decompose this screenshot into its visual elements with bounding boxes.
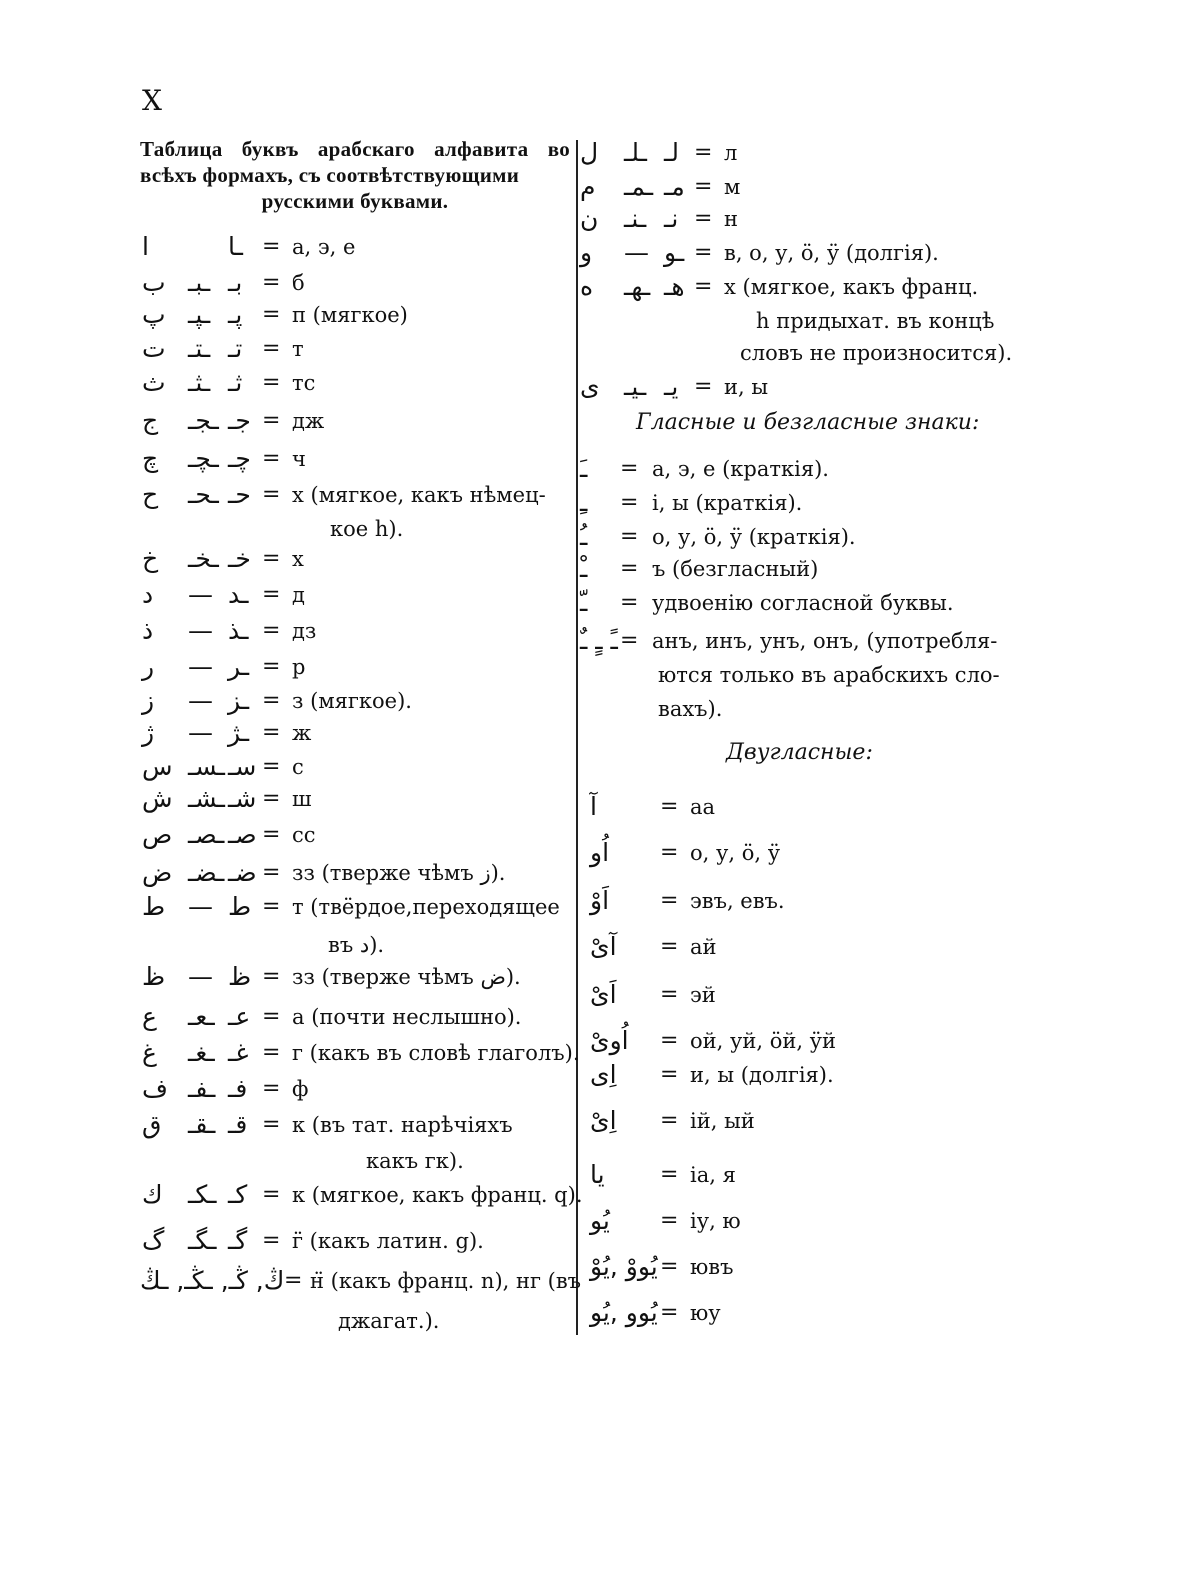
diphthong-arabic: آیْ xyxy=(590,932,617,961)
russian-equivalent: тс xyxy=(292,371,316,395)
equals-sign: = xyxy=(660,888,679,913)
russian-equivalent: р xyxy=(292,655,306,679)
continuation-t: въ د). xyxy=(328,933,385,957)
equals-sign: = xyxy=(660,1028,679,1053)
arabic-isolated-form: خ xyxy=(142,544,159,573)
arabic-initial-form: خـ xyxy=(228,544,251,573)
arabic-medial-form: — xyxy=(188,718,213,747)
arabic-isolated-form: ر xyxy=(142,652,155,681)
equals-sign: = xyxy=(660,982,679,1007)
equals-sign: = xyxy=(262,446,281,471)
vowel-value: о, у, ö, ӱ (краткія). xyxy=(652,525,856,549)
diphthong-arabic: یُو xyxy=(590,1206,610,1235)
arabic-isolated-form: ن xyxy=(580,204,599,233)
arabic-isolated-form: و xyxy=(580,238,593,267)
equals-sign: = xyxy=(694,174,713,199)
arabic-initial-form: ـژ xyxy=(228,718,250,747)
diphthong-value: ой, уй, öй, ӱй xyxy=(690,1029,837,1053)
diphthong-row xyxy=(0,884,1191,918)
equals-sign: = xyxy=(660,840,679,865)
arabic-initial-form: صـ xyxy=(228,820,257,849)
diphthong-value: и, ы (долгія). xyxy=(690,1063,834,1087)
arabic-initial-form: ـر xyxy=(228,652,250,681)
diphthong-arabic: یُووْ ,یُوْ xyxy=(590,1252,658,1281)
arabic-isolated-form: ب xyxy=(142,268,166,297)
letter-row xyxy=(0,404,580,438)
arabic-isolated-form: چ xyxy=(142,444,159,473)
russian-equivalent: а, э, е xyxy=(292,235,356,259)
diphthong-arabic: یُوو ,یُو xyxy=(590,1298,658,1327)
russian-equivalent: т xyxy=(292,337,304,361)
russian-equivalent: н xyxy=(724,207,738,231)
equals-sign: = xyxy=(694,206,713,231)
russian-equivalent: г̈ (какъ латин. g). xyxy=(292,1229,484,1253)
arabic-initial-form: ط xyxy=(228,892,252,921)
continuation-k: какъ гк). xyxy=(366,1149,464,1173)
russian-equivalent: н̈ (какъ франц. n), нг (въ xyxy=(310,1269,582,1293)
equals-sign: = xyxy=(660,1162,679,1187)
continuation-h: кое h). xyxy=(330,517,404,541)
vowel-value: і, ы (краткія). xyxy=(652,491,803,515)
russian-equivalent: с xyxy=(292,755,304,779)
arabic-medial-form: — xyxy=(188,652,213,681)
diphthong-arabic: یا xyxy=(590,1160,605,1189)
title-line-2: всѣхъ формахъ, съ соотвѣтствующими xyxy=(140,163,520,187)
arabic-medial-form: ـسـ xyxy=(188,752,225,781)
equals-sign: = xyxy=(262,1004,281,1029)
equals-sign: = xyxy=(660,1208,679,1233)
diphthong-row xyxy=(0,1158,1191,1192)
tanwin-line-3: вахъ). xyxy=(658,697,723,721)
arabic-initial-form: مـ xyxy=(664,172,685,201)
letter-row xyxy=(0,270,1191,304)
arabic-initial-form: جـ xyxy=(228,406,251,435)
arabic-initial-form: لـ xyxy=(664,138,679,167)
diphthong-arabic: اِیْ xyxy=(590,1106,617,1135)
arabic-isolated-form: ك xyxy=(142,1180,163,1209)
diphthong-row xyxy=(0,1250,1191,1284)
arabic-medial-form: — xyxy=(188,580,213,609)
arabic-initial-form: ضـ xyxy=(228,858,257,887)
russian-equivalent: х (мягкое, какъ франц. xyxy=(724,275,979,299)
equals-sign: = xyxy=(262,302,281,327)
arabic-medial-form: ـنـ xyxy=(624,204,647,233)
equals-sign: = xyxy=(262,720,281,745)
letter-row xyxy=(0,332,580,366)
letter-row xyxy=(0,170,1191,204)
arabic-initial-form: نـ xyxy=(664,204,679,233)
equals-sign: = xyxy=(262,964,281,989)
equals-sign: = xyxy=(262,1076,281,1101)
arabic-forms-combined: ڭ, ڭـ, ـڭـ, ـڭ xyxy=(140,1266,285,1295)
equals-sign: = xyxy=(620,524,639,549)
diphthong-row xyxy=(0,790,1191,824)
arabic-isolated-form: ل xyxy=(580,138,599,167)
equals-sign: = xyxy=(694,274,713,299)
equals-sign: = xyxy=(262,688,281,713)
equals-sign: = xyxy=(694,240,713,265)
arabic-medial-form: ـكـ xyxy=(188,1180,217,1209)
continuation-h-right-2: h придыхат. въ концѣ xyxy=(756,309,995,333)
equals-sign: = xyxy=(660,1062,679,1087)
russian-equivalent: сс xyxy=(292,823,316,847)
arabic-isolated-form: ف xyxy=(142,1074,168,1103)
russian-equivalent: л xyxy=(724,141,738,165)
vowel-sign-row xyxy=(0,624,1191,658)
equals-sign: = xyxy=(620,490,639,515)
equals-sign: = xyxy=(262,754,281,779)
arabic-initial-form: چـ xyxy=(228,444,251,473)
equals-sign: = xyxy=(262,860,281,885)
equals-sign: = xyxy=(660,1254,679,1279)
arabic-initial-form: پـ xyxy=(228,300,243,329)
equals-sign: = xyxy=(620,590,639,615)
equals-sign: = xyxy=(620,628,639,653)
russian-equivalent: х xyxy=(292,547,304,571)
arabic-initial-form: ـو xyxy=(664,238,685,267)
equals-sign: = xyxy=(262,546,281,571)
diphthong-row xyxy=(0,1204,1191,1238)
arabic-medial-form: — xyxy=(624,238,649,267)
arabic-initial-form: تـ xyxy=(228,334,243,363)
russian-equivalent: г (какъ въ словѣ глаголъ). xyxy=(292,1041,580,1065)
equals-sign: = xyxy=(660,934,679,959)
equals-sign: = xyxy=(262,582,281,607)
vowel-sign: ـُ xyxy=(580,522,588,551)
equals-sign: = xyxy=(262,786,281,811)
diphthong-value: ай xyxy=(690,935,717,959)
arabic-medial-form: ـيـ xyxy=(624,372,647,401)
russian-equivalent: п (мягкое) xyxy=(292,303,408,327)
equals-sign: = xyxy=(284,1268,303,1293)
diphthong-value: эвъ, евъ. xyxy=(690,889,785,913)
arabic-isolated-form: پ xyxy=(142,300,166,329)
russian-equivalent: х (мягкое, какъ нѣмец- xyxy=(292,483,546,507)
arabic-medial-form: ـغـ xyxy=(188,1038,215,1067)
equals-sign: = xyxy=(262,822,281,847)
arabic-medial-form: ـمـ xyxy=(624,172,654,201)
arabic-initial-form: گـ xyxy=(228,1226,248,1255)
arabic-isolated-form: ص xyxy=(142,820,173,849)
letter-row xyxy=(0,370,1191,404)
vowel-value: ъ (безгласный) xyxy=(652,557,819,581)
letter-row xyxy=(0,716,580,750)
vowel-sign: ـْ xyxy=(580,554,588,583)
diphthong-value: аа xyxy=(690,795,716,819)
vowels-heading: Гласные и безгласные знаки: xyxy=(636,410,980,435)
arabic-medial-form: ـصـ xyxy=(188,820,225,849)
arabic-initial-form: ـز xyxy=(228,686,250,715)
arabic-isolated-form: ع xyxy=(142,1002,157,1031)
diphthong-value: ій, ый xyxy=(690,1109,755,1133)
equals-sign: = xyxy=(620,456,639,481)
arabic-medial-form: ـلـ xyxy=(624,138,647,167)
arabic-isolated-form: ش xyxy=(142,784,173,813)
arabic-initial-form: حـ xyxy=(228,480,251,509)
russian-equivalent: к (въ тат. нарѣчіяхъ xyxy=(292,1113,513,1137)
arabic-initial-form: ثـ xyxy=(228,368,243,397)
equals-sign: = xyxy=(262,482,281,507)
arabic-isolated-form: غ xyxy=(142,1038,157,1067)
title-line-3: русскими буквами. xyxy=(261,189,449,213)
arabic-isolated-form: ى xyxy=(580,372,600,401)
diphthong-row xyxy=(0,1296,1191,1330)
russian-equivalent: ш xyxy=(292,787,312,811)
arabic-medial-form: — xyxy=(188,892,213,921)
vowel-sign-row xyxy=(0,586,1191,620)
arabic-isolated-form: د xyxy=(142,580,154,609)
arabic-medial-form: ـجـ xyxy=(188,406,219,435)
arabic-initial-form: يـ xyxy=(664,372,679,401)
diphthong-row xyxy=(0,930,1191,964)
russian-equivalent: д xyxy=(292,583,305,607)
arabic-medial-form: ـعـ xyxy=(188,1002,215,1031)
russian-equivalent: б xyxy=(292,271,305,295)
equals-sign: = xyxy=(694,374,713,399)
title-line-1: Таблица буквъ арабскаго алфавита во xyxy=(140,137,570,161)
arabic-medial-form: ـگـ xyxy=(188,1226,217,1255)
diphthong-value: эй xyxy=(690,983,716,1007)
letter-row xyxy=(0,202,1191,236)
arabic-medial-form: ـشـ xyxy=(188,784,225,813)
arabic-medial-form: ـبـ xyxy=(188,268,211,297)
vowel-sign: ـً ـٍ ـٌ xyxy=(580,626,618,655)
diphthong-row xyxy=(0,1104,1191,1138)
diphthong-value: юу xyxy=(690,1301,721,1325)
page-number: X xyxy=(142,84,162,117)
arabic-medial-form: — xyxy=(188,962,213,991)
diphthongs-heading: Двугласные: xyxy=(726,740,873,765)
arabic-isolated-form: ط xyxy=(142,892,166,921)
russian-equivalent: ч xyxy=(292,447,306,471)
arabic-isolated-form: ا xyxy=(142,232,149,261)
diphthong-arabic: آ xyxy=(590,792,597,821)
equals-sign: = xyxy=(694,140,713,165)
equals-sign: = xyxy=(262,408,281,433)
equals-sign: = xyxy=(262,618,281,643)
arabic-isolated-form: ج xyxy=(142,406,159,435)
arabic-isolated-form: ژ xyxy=(142,718,155,747)
arabic-isolated-form: س xyxy=(142,752,173,781)
arabic-medial-form: ـضـ xyxy=(188,858,225,887)
arabic-isolated-form: ح xyxy=(142,480,159,509)
arabic-initial-form: بـ xyxy=(228,268,243,297)
diphthong-arabic: اَوْ xyxy=(590,886,610,915)
diphthong-row xyxy=(0,1024,1191,1058)
arabic-initial-form: غـ xyxy=(228,1038,249,1067)
arabic-initial-form: قـ xyxy=(228,1110,248,1139)
arabic-isolated-form: ذ xyxy=(142,616,154,645)
arabic-medial-form: ـثـ xyxy=(188,368,211,397)
vowel-value: анъ, инъ, унъ, онъ, (употребля- xyxy=(652,629,998,653)
arabic-medial-form: ـفـ xyxy=(188,1074,216,1103)
continuation-h-right-3: словъ не произносится). xyxy=(740,341,1013,365)
arabic-initial-form: هـ xyxy=(664,272,685,301)
tanwin-line-2: ются только въ арабскихъ сло- xyxy=(658,663,1000,687)
russian-equivalent: дж xyxy=(292,409,325,433)
vowel-sign-row xyxy=(0,486,1191,520)
diphthong-row xyxy=(0,836,1191,870)
diphthong-value: іу, ю xyxy=(690,1209,741,1233)
arabic-initial-form: سـ xyxy=(228,752,257,781)
equals-sign: = xyxy=(262,1112,281,1137)
diphthong-arabic: اِی xyxy=(590,1060,617,1089)
diphthong-value: о, у, ö, ӱ xyxy=(690,841,781,865)
russian-equivalent: зз (тверже чѣмъ ض). xyxy=(292,965,521,989)
equals-sign: = xyxy=(660,1300,679,1325)
russian-equivalent: т (твёрдое,переходящее xyxy=(292,895,560,919)
arabic-isolated-form: ظ xyxy=(142,962,166,991)
arabic-isolated-form: ت xyxy=(142,334,166,363)
russian-equivalent: ж xyxy=(292,721,312,745)
vowel-sign-row xyxy=(0,452,1191,486)
equals-sign: = xyxy=(660,1108,679,1133)
equals-sign: = xyxy=(262,336,281,361)
vowel-sign-row xyxy=(0,520,1191,554)
diphthong-arabic: اَیْ xyxy=(590,980,617,1009)
diphthong-row xyxy=(0,1058,1191,1092)
russian-equivalent: з (мягкое). xyxy=(292,689,412,713)
equals-sign: = xyxy=(262,234,281,259)
arabic-initial-form: كـ xyxy=(228,1180,248,1209)
arabic-medial-form: ـپـ xyxy=(188,300,211,329)
russian-equivalent: дз xyxy=(292,619,317,643)
equals-sign: = xyxy=(262,1228,281,1253)
arabic-initial-form: فـ xyxy=(228,1074,248,1103)
arabic-medial-form: ـخـ xyxy=(188,544,219,573)
russian-equivalent: к (мягкое, какъ франц. q). xyxy=(292,1183,583,1207)
vowel-sign-row xyxy=(0,552,1191,586)
arabic-isolated-form: ز xyxy=(142,686,155,715)
vowel-sign: ـَ xyxy=(580,454,588,483)
russian-equivalent: в, о, у, ö, ӱ (долгія). xyxy=(724,241,939,265)
arabic-initial-form: ـذ xyxy=(228,616,249,645)
russian-equivalent: м xyxy=(724,175,741,199)
arabic-initial-form: شـ xyxy=(228,784,257,813)
arabic-initial-form: ظ xyxy=(228,962,252,991)
arabic-medial-form: ـحـ xyxy=(188,480,219,509)
equals-sign: = xyxy=(262,654,281,679)
russian-equivalent: зз (тверже чѣмъ ز). xyxy=(292,861,506,885)
vowel-sign: ـّ xyxy=(580,588,588,617)
diphthong-row xyxy=(0,978,1191,1012)
arabic-medial-form: — xyxy=(188,686,213,715)
arabic-medial-form: ـقـ xyxy=(188,1110,216,1139)
equals-sign: = xyxy=(262,270,281,295)
arabic-isolated-form: ض xyxy=(142,858,173,887)
letter-row xyxy=(0,136,1191,170)
arabic-medial-form: ـتـ xyxy=(188,334,211,363)
arabic-medial-form: — xyxy=(188,616,213,645)
diphthong-arabic: اُویْ xyxy=(590,1026,629,1055)
equals-sign: = xyxy=(262,1040,281,1065)
arabic-medial-form: ـچـ xyxy=(188,444,219,473)
arabic-initial-form: ـد xyxy=(228,580,249,609)
arabic-isolated-form: ق xyxy=(142,1110,162,1139)
russian-equivalent: а (почти неслышно). xyxy=(292,1005,522,1029)
russian-equivalent: и, ы xyxy=(724,375,769,399)
vowel-value: удвоенію согласной буквы. xyxy=(652,591,954,615)
diphthong-arabic: اُو xyxy=(590,838,610,867)
arabic-isolated-form: م xyxy=(580,172,596,201)
arabic-initial-form: عـ xyxy=(228,1002,251,1031)
vowel-sign: ـِ xyxy=(580,488,588,517)
arabic-isolated-form: ه xyxy=(580,272,594,301)
vowel-value: а, э, е (краткія). xyxy=(652,457,829,481)
russian-equivalent: ф xyxy=(292,1077,309,1101)
equals-sign: = xyxy=(262,894,281,919)
diphthong-value: ювъ xyxy=(690,1255,734,1279)
letter-row xyxy=(0,750,580,784)
arabic-isolated-form: گ xyxy=(142,1226,165,1255)
letter-row xyxy=(0,684,580,718)
equals-sign: = xyxy=(262,1182,281,1207)
letter-row xyxy=(0,236,1191,270)
equals-sign: = xyxy=(620,556,639,581)
arabic-initial-form: ـا xyxy=(228,232,243,261)
arabic-isolated-form: ث xyxy=(142,368,166,397)
diphthong-value: іа, я xyxy=(690,1163,736,1187)
continuation-ng: джагат.). xyxy=(338,1309,440,1333)
arabic-medial-form: ـهـ xyxy=(624,272,651,301)
equals-sign: = xyxy=(262,370,281,395)
equals-sign: = xyxy=(660,794,679,819)
